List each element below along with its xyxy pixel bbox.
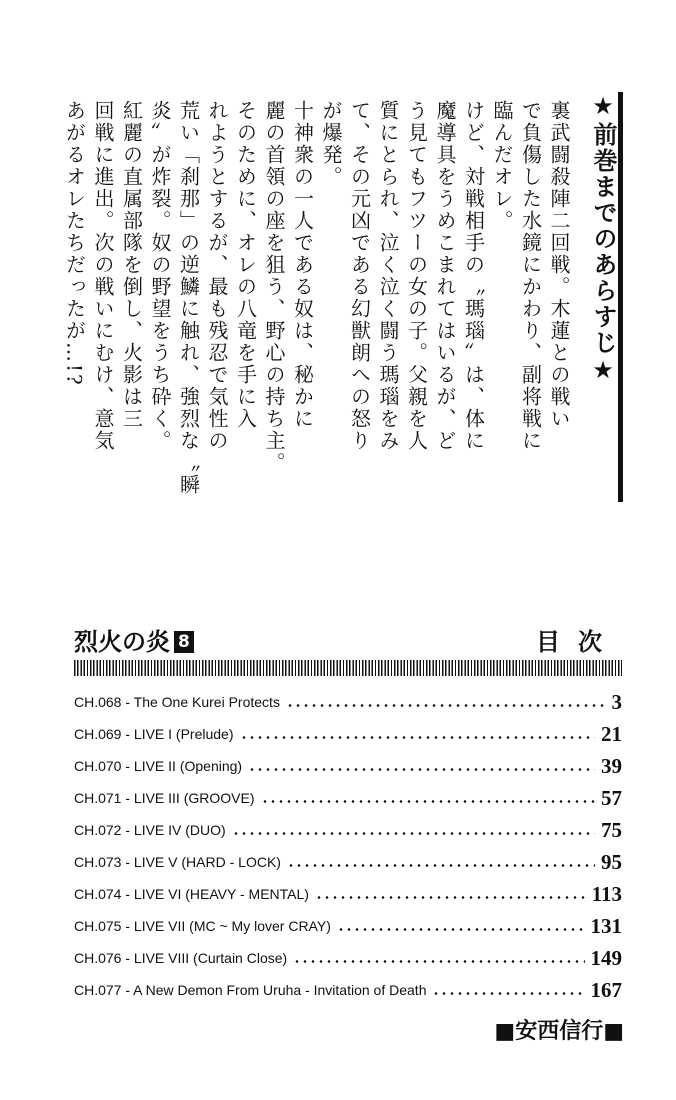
synopsis-title: ★前巻までのあらすじ★: [589, 92, 617, 386]
synopsis-line: 荒い「刹那」の逆鱗に触れ、強烈な〝瞬: [176, 100, 201, 496]
chapter-label: CH.073 - LIVE V (HARD - LOCK): [74, 854, 281, 870]
chapter-label: CH.077 - A New Demon From Uruha - Invitation of Death: [74, 982, 427, 998]
author-name: ■安西信行■: [494, 1019, 624, 1044]
toc-entry[interactable]: [74, 972, 622, 1002]
synopsis-rule: [618, 92, 623, 502]
volume-badge: 8: [174, 631, 194, 653]
toc-entry[interactable]: [74, 844, 622, 874]
synopsis-line: 紅麗の直属部隊を倒し、火影は三: [119, 100, 144, 430]
synopsis-line: て、その元凶である幻獣朗への怒り: [347, 100, 372, 452]
page-number: 131: [590, 914, 622, 938]
page-number: 75: [601, 818, 622, 842]
synopsis-line: が爆発。: [319, 100, 343, 188]
synopsis-line: 十神衆の一人である奴は、秘かに: [290, 100, 315, 430]
leader-dots: [248, 768, 595, 771]
toc-entry[interactable]: [74, 940, 622, 970]
synopsis-line: 魔導具をうめこまれてはいるが、ど: [433, 100, 457, 452]
toc-entry[interactable]: [74, 908, 622, 938]
synopsis-line: で負傷した水鏡にかわり、副将戦に: [518, 100, 543, 452]
chapter-label: CH.071 - LIVE III (GROOVE): [74, 790, 255, 806]
toc-entry[interactable]: [74, 876, 622, 906]
page-number: 149: [590, 946, 622, 970]
synopsis-section: [60, 92, 625, 542]
page-number: 95: [601, 850, 622, 874]
table-of-contents: [74, 620, 624, 1002]
page-number: 113: [591, 882, 622, 906]
toc-label: 目次: [536, 628, 620, 656]
toc-entry[interactable]: [74, 780, 622, 810]
synopsis-line: 臨んだオレ。: [490, 100, 514, 232]
leader-dots: [337, 928, 585, 931]
chapter-label: CH.076 - LIVE VIII (Curtain Close): [74, 950, 288, 966]
toc-entry[interactable]: [74, 812, 622, 842]
leader-dots: [315, 896, 586, 899]
toc-entry[interactable]: [74, 716, 622, 746]
synopsis-line: 質にとられ、泣く泣く闘う瑪瑙をみ: [376, 100, 400, 452]
leader-dots: [286, 704, 606, 707]
page-number: 3: [611, 690, 622, 714]
manga-title-text: 烈火の炎: [74, 628, 170, 656]
chapter-label: CH.068 - The One Kurei Protects: [74, 694, 280, 710]
synopsis-line: けど、対戦相手の〝瑪瑙〟は、体に: [461, 100, 486, 452]
leader-dots: [293, 960, 584, 963]
page-number: 167: [590, 978, 622, 1002]
leader-dots: [261, 800, 596, 803]
synopsis-line: れようとするが、最も残忍で気性の: [205, 100, 229, 452]
page-number: 39: [601, 754, 622, 778]
manga-title: [74, 622, 194, 657]
toc-divider: [74, 660, 622, 676]
chapter-label: CH.072 - LIVE IV (DUO): [74, 822, 226, 838]
chapter-label: CH.074 - LIVE VI (HEAVY - MENTAL): [74, 886, 309, 902]
synopsis-line: う見てもフツーの女の子。父親を人: [404, 100, 429, 452]
chapter-label: CH.069 - LIVE I (Prelude): [74, 726, 234, 742]
synopsis-line: そのために、オレの八竜を手に入: [233, 100, 258, 430]
toc-header: [74, 620, 624, 656]
synopsis-line: 麗の首領の座を狙う、野心の持ち主。: [262, 100, 286, 474]
synopsis-body: [60, 100, 573, 500]
leader-dots: [240, 736, 595, 739]
chapter-label: CH.075 - LIVE VII (MC ~ My lover CRAY): [74, 918, 331, 934]
synopsis-line: 回戦に進出。次の戦いにむけ、意気: [91, 100, 115, 452]
page-number: 21: [601, 722, 622, 746]
leader-dots: [432, 992, 584, 995]
toc-entry[interactable]: [74, 684, 622, 714]
chapter-label: CH.070 - LIVE II (Opening): [74, 758, 243, 774]
synopsis-line: 炎〟が炸裂。奴の野望をうち砕く。: [148, 100, 172, 452]
leader-dots: [232, 832, 595, 835]
leader-dots: [287, 864, 595, 867]
synopsis-line: あがるオレたちだったが…!?: [62, 100, 87, 387]
synopsis-line: 裏武闘殺陣二回戦。木蓮との戦い: [547, 100, 571, 430]
page-number: 57: [601, 786, 622, 810]
toc-entry[interactable]: [74, 748, 622, 778]
